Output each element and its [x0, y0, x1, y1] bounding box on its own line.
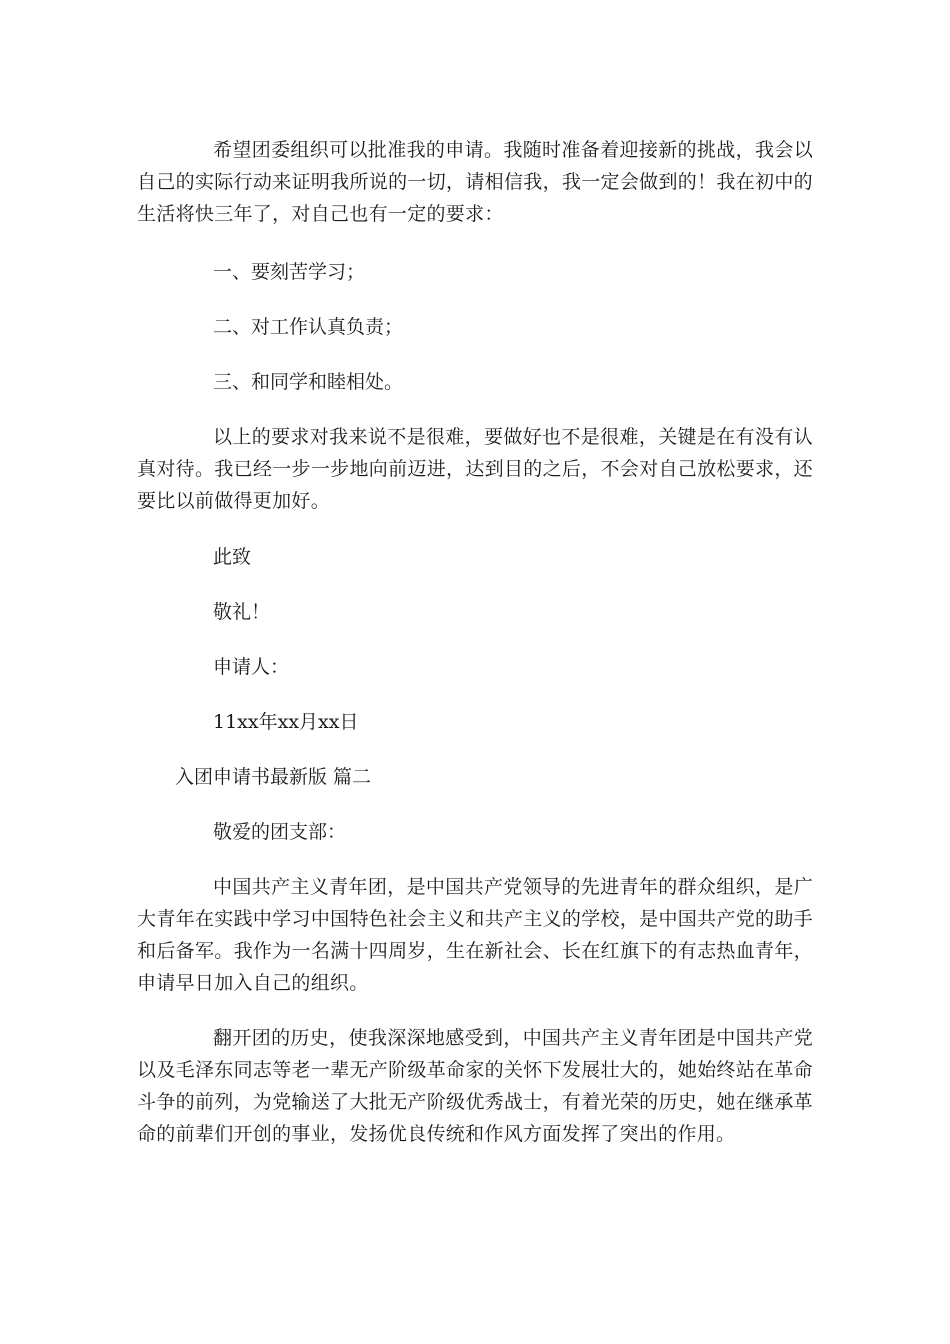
paragraph-league-history: 翻开团的历史，使我深深地感受到，中国共产主义青年团是中国共产党以及毛泽东同志等老一辈无产阶级革命家的关怀下发展壮大的，她始终站在革命斗争的前列，为党输送了大批无产阶级优秀战士，有着光荣的历史，她在继承革命的前辈们开创的事业，发扬优良传统和作风方面发挥了突出的作用。 — [137, 1027, 813, 1145]
closing-cizhi: 此致 — [213, 546, 252, 568]
paragraph-league-introduction: 中国共产主义青年团，是中国共产党领导的先进青年的群众组织，是广大青年在实践中学习中国特色社会主义和共产主义的学校，是中国共产党的助手和后备军。我作为一名满十四周岁，生在新社会、长在红旗下的有志热血青年，申请早日加入自己的组织。 — [137, 876, 813, 994]
requirement-2: 二、对工作认真负责； — [213, 316, 404, 338]
requirement-3: 三、和同学和睦相处。 — [213, 371, 404, 393]
section-title: 入团申请书最新版 篇二 — [175, 766, 372, 788]
paragraph-requirements-summary: 以上的要求对我来说不是很难，要做好也不是很难，关键是在有没有认真对待。我已经一步一步地向前迈进，达到目的之后，不会对自己放松要求，还要比以前做得更加好。 — [137, 426, 813, 512]
closing-jingli: 敬礼！ — [213, 601, 271, 623]
paragraph-approval-request: 希望团委组织可以批准我的申请。我随时准备着迎接新的挑战，我会以自己的实际行动来证明我所说的一切，请相信我，我一定会做到的！我在初中的生活将快三年了，对自己也有一定的要求： — [137, 139, 813, 225]
requirement-1: 一、要刻苦学习； — [213, 261, 366, 283]
date-line: 11xx年xx月xx日 — [213, 711, 359, 733]
applicant-label: 申请人： — [213, 656, 290, 678]
salutation: 敬爱的团支部： — [213, 821, 347, 843]
